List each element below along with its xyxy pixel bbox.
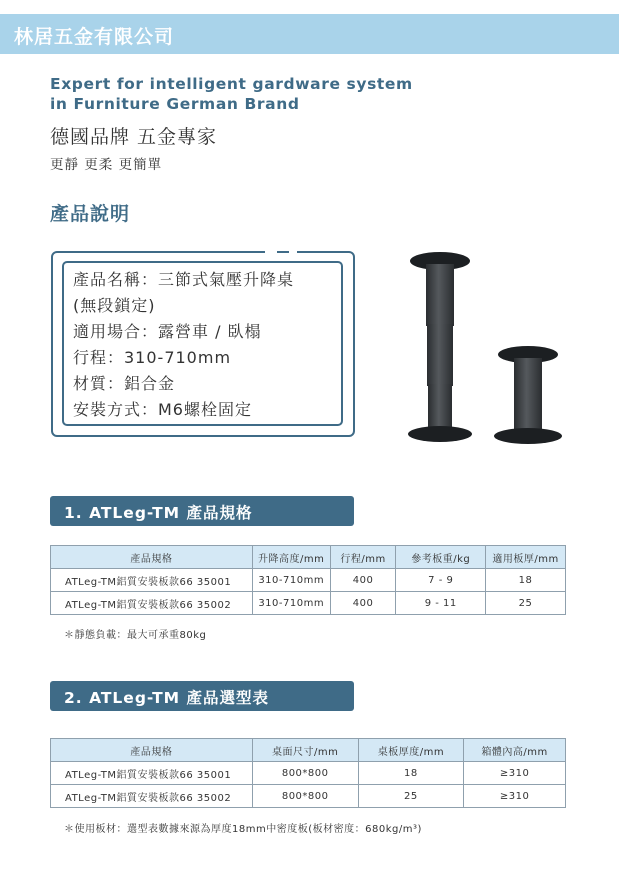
chinese-tagline: 德國品牌 五金專家 — [50, 126, 218, 148]
table-cell: 7 - 9 — [396, 569, 486, 592]
company-name: 林居五金有限公司 — [14, 26, 175, 48]
info-line-install: 安裝方式：M6螺栓固定 — [73, 400, 252, 419]
table-cell: ATLeg-TM鋁質安裝板款66 35002 — [51, 592, 253, 615]
table-cell: 9 - 11 — [396, 592, 486, 615]
table-cell: 400 — [330, 569, 396, 592]
english-tagline — [50, 74, 413, 114]
table-cell: 800*800 — [252, 762, 358, 785]
table-cell: ATLeg-TM鋁質安裝板款66 35001 — [51, 569, 253, 592]
description-title: 產品說明 — [50, 203, 131, 225]
table-header-cell: 行程/mm — [330, 546, 396, 569]
table-header-cell: 參考板重/kg — [396, 546, 486, 569]
table-cell: 18 — [486, 569, 566, 592]
info-line-usage: 適用場合：露營車 / 臥榻 — [73, 322, 262, 341]
spec-section-header — [50, 496, 354, 526]
table-cell: ≥310 — [464, 785, 566, 808]
table-cell: 25 — [486, 592, 566, 615]
table-header-cell: 桌板厚度/mm — [358, 739, 464, 762]
table-header-cell: 箱體內高/mm — [464, 739, 566, 762]
spec-section-title: 1. ATLeg-TM 產品規格 — [64, 504, 253, 522]
info-line-lock: (無段鎖定) — [73, 296, 156, 315]
info-line-stroke: 行程：310-710mm — [73, 348, 232, 367]
table-cell: ≥310 — [464, 762, 566, 785]
table-row — [51, 592, 566, 615]
table-header-cell: 升降高度/mm — [252, 546, 330, 569]
tagline-subtitle: 更靜 更柔 更簡單 — [50, 157, 163, 173]
table-header-row — [51, 546, 566, 569]
table-cell: 25 — [358, 785, 464, 808]
table-cell: 18 — [358, 762, 464, 785]
table-row — [51, 785, 566, 808]
table-cell: 800*800 — [252, 785, 358, 808]
select-section-title: 2. ATLeg-TM 產品選型表 — [64, 689, 269, 707]
table-row — [51, 762, 566, 785]
table-header-cell: 產品規格 — [51, 739, 253, 762]
product-info-box — [51, 251, 355, 437]
table-cell: ATLeg-TM鋁質安裝板款66 35002 — [51, 785, 253, 808]
table-header-row — [51, 739, 566, 762]
selection-table — [50, 738, 566, 808]
english-tagline-line1: Expert for intelligent gardware system — [50, 75, 413, 93]
info-line-name: 產品名稱：三節式氣壓升降桌 — [73, 270, 295, 289]
spec-note: ＊靜態負載：最大可承重80kg — [64, 630, 207, 641]
table-cell: 310-710mm — [252, 592, 330, 615]
top-banner — [0, 14, 619, 54]
selection-note: ＊使用板材：選型表數據來源為厚度18mm中密度板(板材密度：680kg/m³) — [64, 824, 422, 835]
select-section-header — [50, 681, 354, 711]
table-cell: ATLeg-TM鋁質安裝板款66 35001 — [51, 762, 253, 785]
table-cell: 400 — [330, 592, 396, 615]
english-tagline-line2: in Furniture German Brand — [50, 95, 300, 113]
product-image-tall-leg — [408, 250, 472, 445]
product-image-short-leg — [494, 344, 562, 446]
table-header-cell: 適用板厚/mm — [486, 546, 566, 569]
table-cell: 310-710mm — [252, 569, 330, 592]
table-header-cell: 桌面尺寸/mm — [252, 739, 358, 762]
info-line-material: 材質：鋁合金 — [73, 374, 176, 393]
table-header-cell: 產品規格 — [51, 546, 253, 569]
table-row — [51, 569, 566, 592]
product-info-lines — [73, 267, 294, 423]
spec-table — [50, 545, 566, 615]
